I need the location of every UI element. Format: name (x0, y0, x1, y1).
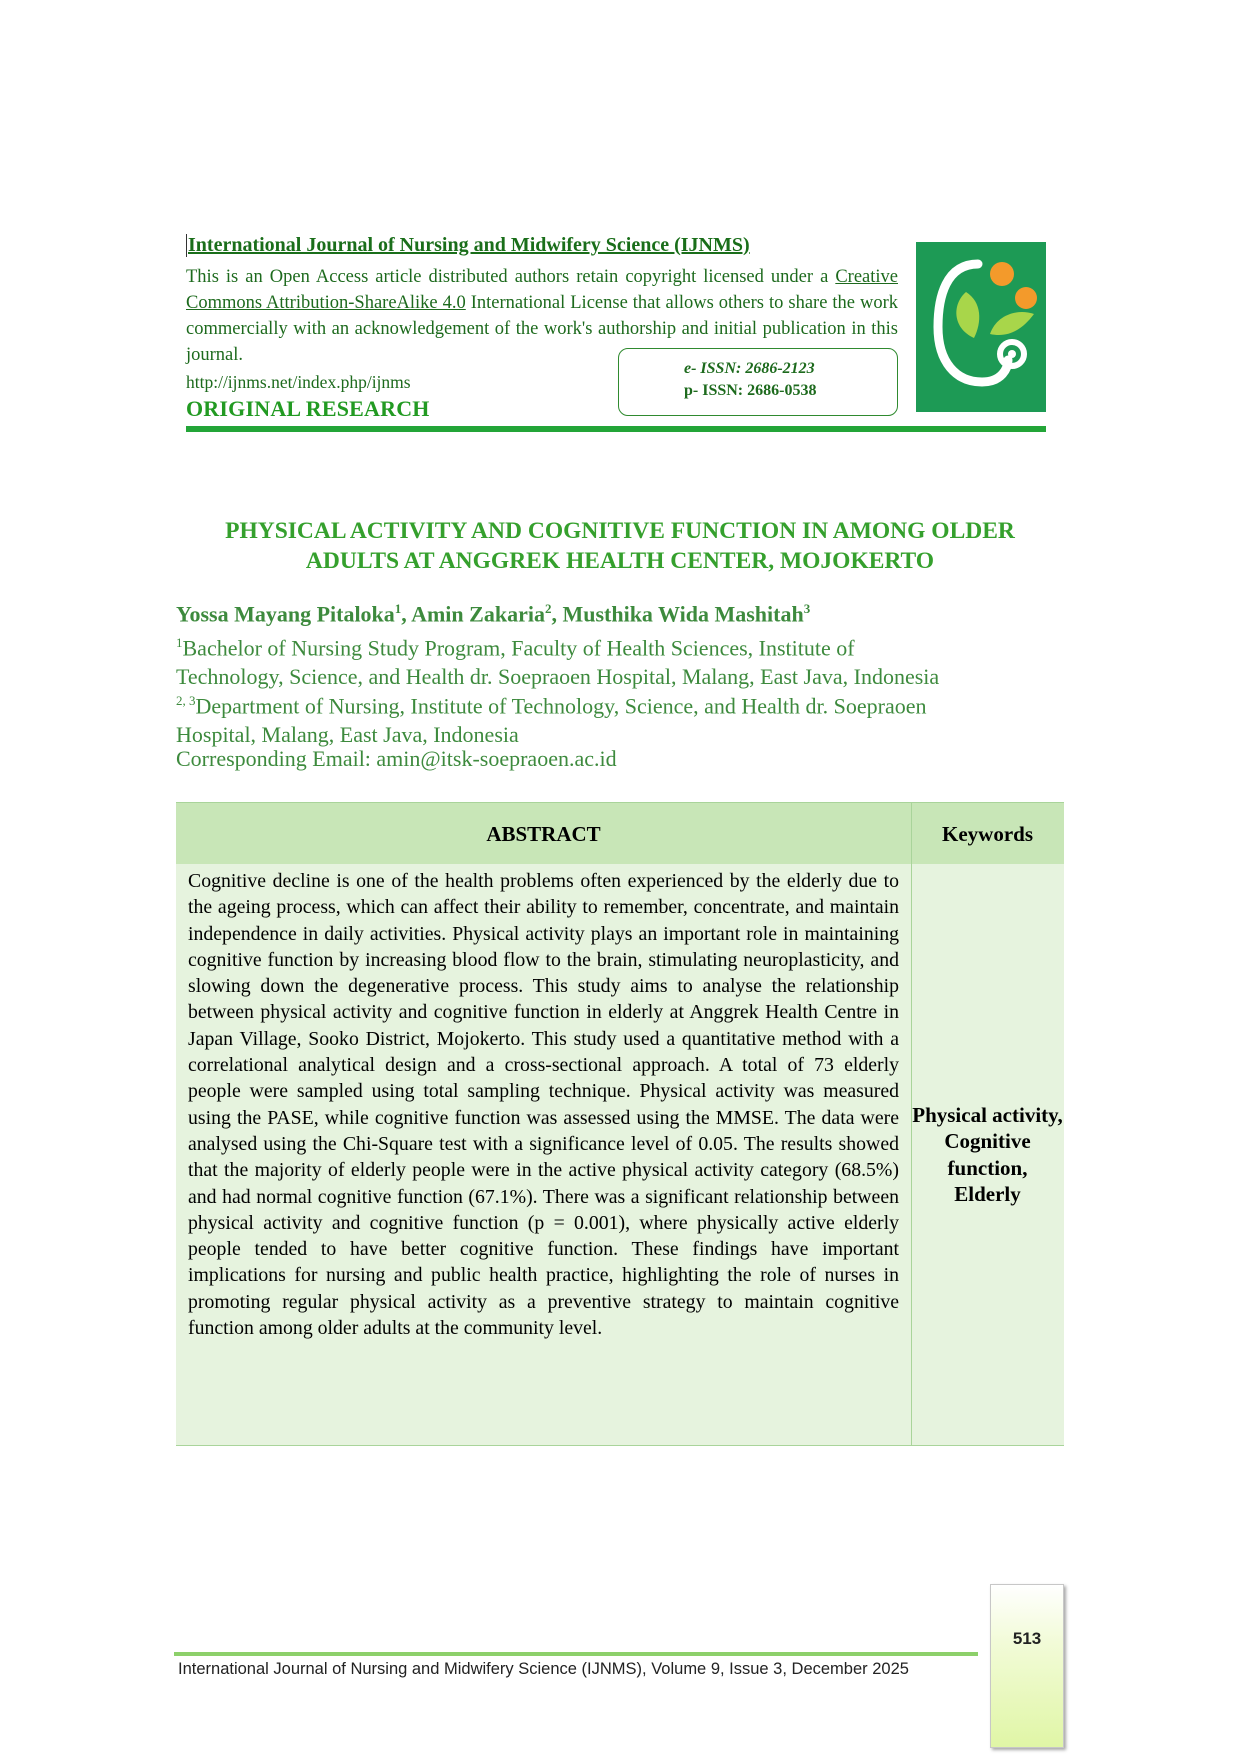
column-divider (911, 802, 912, 1445)
author-affiliation-mark: 1 (394, 601, 402, 616)
keyword-item: Cognitive function, (944, 1129, 1031, 1180)
journal-url[interactable]: http://ijnms.net/index.php/ijnms (186, 372, 411, 392)
corresponding-email: Corresponding Email: amin@itsk-soepraoen.ac.id (176, 746, 617, 771)
affiliation-1 (176, 628, 1056, 691)
cc-license-link[interactable]: Creative Commons Attribution-ShareAlike 4.0 (186, 267, 898, 313)
abstract-text: Cognitive decline is one of the health problems often experienced by the elderly due to the ageing process, which can affect their ability to remember, concentrate, and maintain independence in daily activities. Physical activity plays an important role in maintaining cognitive function by increasing blood flow to the brain, stimulating neuroplasticity, and slowing down the degenerative process. This study aims to analyse the relationship between physical activity and cognitive function in elderly at Anggrek Health Centre in Japan Village, Sooko District, Mojokerto. This study used a quantitative method with a correlational analytical design and a cross-sectional approach. A total of 73 elderly people were sampled using total sampling technique. Physical activity was measured using the PASE, while cognitive function was assessed using the MMSE. The data were analysed using the Chi-Square test with a significance level of 0.05. The results showed that the majority of elderly people were in the active physical activity category (68.5%) and had normal cognitive function (67.1%). There was a significant relationship between physical activity and cognitive function (p = 0.001), where physically active elderly people tended to have better cognitive function. These findings have important implications for nursing and public health practice, highlighting the role of nurses in promoting regular physical activity as a preventive strategy to maintain cognitive function among older adults at the community level. (188, 870, 899, 1340)
author-name: Yossa Mayang Pitaloka (176, 601, 395, 627)
license-text-2: International License that allows others to share the work commercially with an acknowledgement of the work's authorship and initial publication in this journal. (186, 293, 898, 365)
keywords-list (911, 864, 1064, 1445)
keyword-item: Physical activity, (912, 1102, 1063, 1127)
affiliation-text: Department of Nursing, Institute of Technology, Science, and Health dr. Soepraoen (195, 693, 927, 719)
article-type: ORIGINAL RESEARCH (186, 396, 430, 421)
article-title (176, 516, 1064, 576)
author-affiliation-mark: 2 (544, 601, 552, 616)
author-name: Amin Zakaria (411, 601, 545, 627)
author-separator: , (551, 601, 563, 627)
affiliation-mark: 2, 3 (176, 693, 196, 708)
affiliation-2-line-2: Hospital, Malang, East Java, Indonesia (176, 722, 519, 748)
header-divider (186, 426, 1046, 432)
p-issn: p- ISSN: 2686-0538 (684, 382, 817, 399)
license-text-1: This is an Open Access article distributed authors retain copyright licensed under a (186, 267, 836, 287)
affiliation-1-line-1 (176, 628, 1056, 662)
title-line-2: ADULTS AT ANGGREK HEALTH CENTER, MOJOKERTO (305, 548, 935, 574)
affiliation-2-line-1 (176, 686, 1056, 720)
keywords-heading: Keywords (942, 822, 1033, 846)
affiliation-text: Bachelor of Nursing Study Program, Faculty of Health Sciences, Institute of (182, 635, 855, 661)
affiliation-2 (176, 686, 1056, 749)
footer-citation: International Journal of Nursing and Midwifery Science (IJNMS), Volume 9, Issue 3, December 2025 (178, 1660, 909, 1678)
keyword-item: Elderly (954, 1182, 1021, 1206)
page-number: 513 (1012, 1629, 1042, 1648)
affiliation-mark: 1 (176, 635, 183, 650)
author-separator: , (401, 601, 412, 627)
journal-logo-icon (916, 242, 1046, 412)
abstract-heading: ABSTRACT (486, 822, 601, 846)
abstract-table-body (176, 864, 1064, 1446)
e-issn: e- ISSN: 2686-2123 (684, 360, 815, 377)
author-affiliation-mark: 3 (803, 601, 811, 616)
author-name: Musthika Wida Mashitah (562, 601, 804, 627)
page-number-tab (990, 1584, 1064, 1748)
affiliation-1-line-2: Technology, Science, and Health dr. Soepraoen Hospital, Malang, East Java, Indonesia (176, 664, 940, 690)
title-line-1: PHYSICAL ACTIVITY AND COGNITIVE FUNCTION IN AMONG OLDER (225, 518, 1015, 544)
author-list (176, 601, 810, 627)
journal-name-link[interactable]: International Journal of Nursing and Midwifery Science (IJNMS) (188, 234, 750, 256)
abstract-table-header (176, 802, 1064, 865)
footer-divider (174, 1652, 978, 1656)
abstract-table (176, 802, 1064, 1446)
